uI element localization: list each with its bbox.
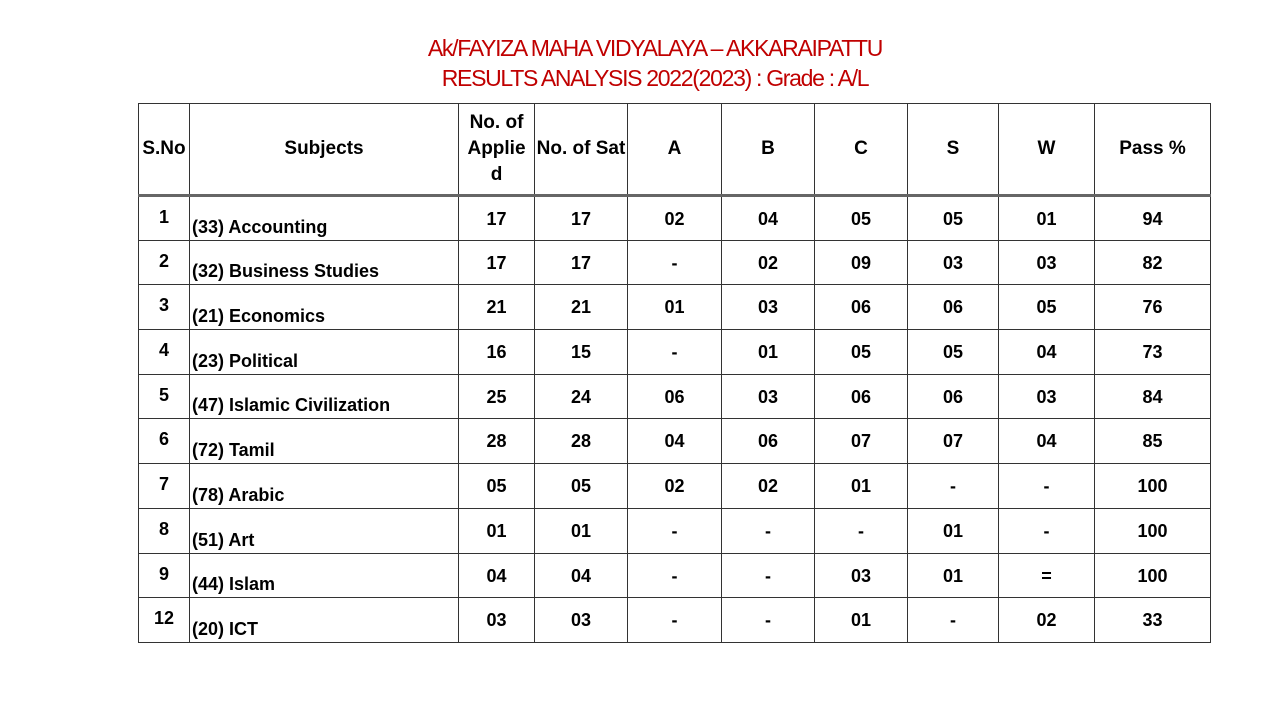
- cell-sat: 17: [535, 196, 628, 241]
- table-row: [139, 330, 1211, 375]
- cell-grade-c: 05: [815, 330, 908, 375]
- cell-pass-percent: 100: [1095, 553, 1211, 598]
- cell-sno: 9: [139, 553, 190, 598]
- cell-pass-percent: 100: [1095, 508, 1211, 553]
- cell-grade-s: 07: [908, 419, 999, 464]
- cell-grade-c: 05: [815, 196, 908, 241]
- cell-pass-percent: 94: [1095, 196, 1211, 241]
- cell-grade-c: 01: [815, 598, 908, 643]
- cell-grade-c: 09: [815, 240, 908, 285]
- cell-applied: 01: [459, 508, 535, 553]
- cell-grade-s: 06: [908, 374, 999, 419]
- cell-sno: 8: [139, 508, 190, 553]
- cell-grade-w: 02: [999, 598, 1095, 643]
- cell-pass-percent: 85: [1095, 419, 1211, 464]
- column-header-subject: Subjects: [190, 104, 459, 196]
- cell-sat: 28: [535, 419, 628, 464]
- column-header-grade-b: B: [722, 104, 815, 196]
- cell-grade-a: -: [628, 553, 722, 598]
- cell-subject: (78) Arabic: [190, 464, 459, 509]
- cell-grade-w: -: [999, 508, 1095, 553]
- report-subtitle: RESULTS ANALYSIS 2022(2023) : Grade : A/L: [441, 65, 869, 91]
- cell-subject: (47) Islamic Civilization: [190, 374, 459, 419]
- cell-grade-s: 01: [908, 553, 999, 598]
- cell-grade-c: 06: [815, 285, 908, 330]
- cell-grade-s: 05: [908, 330, 999, 375]
- results-table: [138, 103, 1211, 643]
- cell-sno: 7: [139, 464, 190, 509]
- cell-applied: 05: [459, 464, 535, 509]
- cell-grade-a: 04: [628, 419, 722, 464]
- cell-sat: 15: [535, 330, 628, 375]
- cell-grade-a: -: [628, 330, 722, 375]
- table-row: [139, 553, 1211, 598]
- cell-grade-a: 06: [628, 374, 722, 419]
- cell-sat: 05: [535, 464, 628, 509]
- cell-grade-a: -: [628, 598, 722, 643]
- column-header-sat: No. of Sat: [535, 104, 628, 196]
- cell-grade-b: 01: [722, 330, 815, 375]
- cell-pass-percent: 100: [1095, 464, 1211, 509]
- cell-grade-s: 05: [908, 196, 999, 241]
- column-header-applied: No. of Applie d: [459, 104, 535, 196]
- cell-pass-percent: 73: [1095, 330, 1211, 375]
- cell-subject: (21) Economics: [190, 285, 459, 330]
- cell-grade-s: 06: [908, 285, 999, 330]
- cell-applied: 16: [459, 330, 535, 375]
- cell-grade-c: -: [815, 508, 908, 553]
- cell-grade-w: 01: [999, 196, 1095, 241]
- table-row: [139, 419, 1211, 464]
- column-header-sno: S.No: [139, 104, 190, 196]
- cell-grade-w: 05: [999, 285, 1095, 330]
- table-row: [139, 464, 1211, 509]
- cell-grade-b: 03: [722, 285, 815, 330]
- cell-grade-c: 01: [815, 464, 908, 509]
- cell-applied: 25: [459, 374, 535, 419]
- cell-grade-s: 03: [908, 240, 999, 285]
- cell-sno: 12: [139, 598, 190, 643]
- column-header-grade-w: W: [999, 104, 1095, 196]
- cell-applied: 28: [459, 419, 535, 464]
- cell-grade-b: 04: [722, 196, 815, 241]
- table-header-row: [139, 104, 1211, 196]
- cell-grade-w: 03: [999, 374, 1095, 419]
- cell-sat: 03: [535, 598, 628, 643]
- cell-grade-a: -: [628, 508, 722, 553]
- cell-subject: (44) Islam: [190, 553, 459, 598]
- cell-sno: 1: [139, 196, 190, 241]
- cell-applied: 17: [459, 240, 535, 285]
- cell-grade-w: 04: [999, 330, 1095, 375]
- cell-pass-percent: 84: [1095, 374, 1211, 419]
- cell-pass-percent: 76: [1095, 285, 1211, 330]
- cell-grade-a: 01: [628, 285, 722, 330]
- cell-grade-b: -: [722, 598, 815, 643]
- cell-grade-b: -: [722, 553, 815, 598]
- cell-grade-s: -: [908, 598, 999, 643]
- cell-grade-b: 06: [722, 419, 815, 464]
- column-header-pass-percent: Pass %: [1095, 104, 1211, 196]
- table-row: [139, 598, 1211, 643]
- column-header-grade-c: C: [815, 104, 908, 196]
- cell-applied: 21: [459, 285, 535, 330]
- cell-applied: 17: [459, 196, 535, 241]
- table-row: [139, 508, 1211, 553]
- cell-grade-b: -: [722, 508, 815, 553]
- cell-sat: 21: [535, 285, 628, 330]
- cell-grade-b: 03: [722, 374, 815, 419]
- school-title: Ak/FAYIZA MAHA VIDYALAYA – AKKARAIPATTU: [427, 35, 883, 61]
- cell-grade-a: -: [628, 240, 722, 285]
- cell-pass-percent: 33: [1095, 598, 1211, 643]
- cell-grade-c: 03: [815, 553, 908, 598]
- cell-sat: 04: [535, 553, 628, 598]
- cell-subject: (32) Business Studies: [190, 240, 459, 285]
- cell-sno: 3: [139, 285, 190, 330]
- cell-grade-w: -: [999, 464, 1095, 509]
- cell-subject: (72) Tamil: [190, 419, 459, 464]
- cell-sat: 17: [535, 240, 628, 285]
- cell-grade-w: 03: [999, 240, 1095, 285]
- cell-grade-c: 06: [815, 374, 908, 419]
- cell-grade-w: =: [999, 553, 1095, 598]
- cell-grade-c: 07: [815, 419, 908, 464]
- cell-applied: 04: [459, 553, 535, 598]
- column-header-grade-s: S: [908, 104, 999, 196]
- cell-pass-percent: 82: [1095, 240, 1211, 285]
- table-row: [139, 240, 1211, 285]
- cell-grade-b: 02: [722, 464, 815, 509]
- cell-subject: (20) ICT: [190, 598, 459, 643]
- cell-applied: 03: [459, 598, 535, 643]
- cell-grade-a: 02: [628, 464, 722, 509]
- table-row: [139, 285, 1211, 330]
- cell-grade-a: 02: [628, 196, 722, 241]
- cell-sno: 2: [139, 240, 190, 285]
- cell-grade-b: 02: [722, 240, 815, 285]
- cell-grade-s: -: [908, 464, 999, 509]
- cell-grade-w: 04: [999, 419, 1095, 464]
- cell-sat: 01: [535, 508, 628, 553]
- cell-grade-s: 01: [908, 508, 999, 553]
- table-row: [139, 374, 1211, 419]
- cell-sat: 24: [535, 374, 628, 419]
- cell-subject: (33) Accounting: [190, 196, 459, 241]
- cell-sno: 5: [139, 374, 190, 419]
- cell-sno: 4: [139, 330, 190, 375]
- cell-subject: (51) Art: [190, 508, 459, 553]
- cell-subject: (23) Political: [190, 330, 459, 375]
- table-row: [139, 196, 1211, 241]
- column-header-grade-a: A: [628, 104, 722, 196]
- cell-sno: 6: [139, 419, 190, 464]
